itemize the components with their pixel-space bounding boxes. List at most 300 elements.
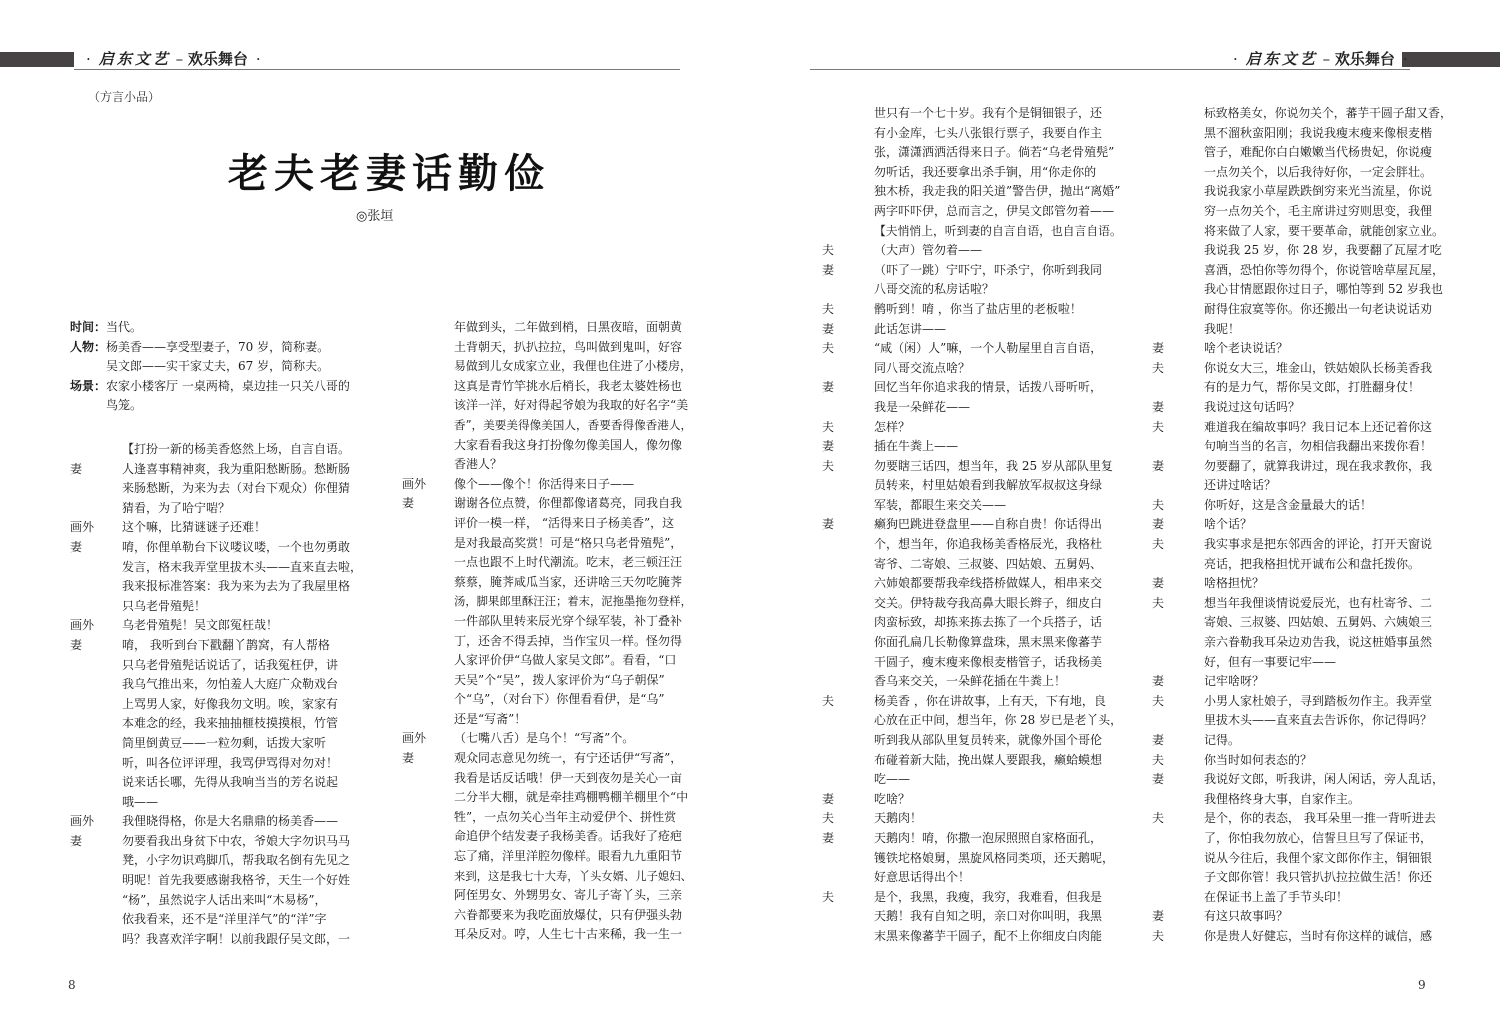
- speaker-label: 妻: [1152, 909, 1165, 924]
- speaker-label: [822, 770, 874, 790]
- dialogue-text: 啥个老诀说话？: [1204, 341, 1289, 356]
- dialogue-line: [1152, 731, 1452, 751]
- dialogue-text: 牲”，一点勿关心当年主动爱伊个、拼性赏: [454, 809, 677, 824]
- dialogue-text: 天吴”个“吴”，拨人家评价为“乌子朝保”: [454, 672, 665, 687]
- dialogue-text: 六眷都要来为我吃面放爆仗，只有伊强头勃: [454, 907, 683, 922]
- dialogue-text: 我乌气推出来，勿怕羞人大庭广众勒戏台: [122, 677, 339, 692]
- dialogue-line: [822, 418, 1122, 438]
- speaker-label: 妻: [822, 321, 835, 336]
- speaker-label: [70, 675, 122, 695]
- speaker-label: [822, 574, 874, 594]
- dialogue-line: [402, 808, 692, 828]
- dialogue-text: 肉蛮标致，却拣来拣去拣了一个兵搭子，话: [874, 615, 1103, 630]
- dialogue-text: 观众同志意见勿统一，有宁还话伊“写斋”，: [454, 751, 683, 766]
- dialogue-text: 镬铁坨格娘舅，黑旋风格同类项，还天鹅呢，: [874, 850, 1115, 865]
- speaker-label: 妻: [1152, 772, 1165, 787]
- dialogue-text: 人逢喜事精神爽，我为重阳愁断肠。愁断肠: [122, 461, 351, 476]
- dialogue-text: 土背朝天，扒扒拉拉，鸟叫做到鬼叫，好容: [454, 339, 683, 354]
- dialogue-line: [402, 690, 692, 710]
- dialogue-text: 勿要翻了，就算我讲过，现在我求教你，我: [1204, 458, 1433, 473]
- dialogue-line: [822, 927, 1122, 947]
- dialogue-text: 穷一点勿关个，毛主席讲过穷则思变，我俚: [1204, 203, 1433, 218]
- dialogue-line: [1152, 555, 1452, 575]
- dialogue-line: [1152, 711, 1452, 731]
- dialogue-line: [402, 847, 692, 867]
- dialogue-column-4: [1152, 104, 1452, 947]
- dialogue-text: 汤，脚果郎里酥汪汪；着末，泥拖墨拖勿登样，: [454, 594, 692, 609]
- dialogue-line: [822, 339, 1122, 359]
- header-brand-huanle: 欢乐舞台: [187, 50, 248, 68]
- dialogue-line: [822, 222, 1122, 242]
- dialogue-line: [1152, 653, 1452, 673]
- running-header-right: [1225, 50, 1416, 68]
- dialogue-text: 一件部队里转来辰光穿个绿军装，补丁叠补: [454, 613, 683, 628]
- dialogue-line: [1152, 300, 1452, 320]
- dialogue-line: [822, 398, 1122, 418]
- dialogue-line: [70, 930, 370, 950]
- dialogue-line: [1152, 104, 1452, 124]
- speaker-label: 妻: [822, 791, 835, 806]
- dialogue-text: 还讲过啥话？: [1204, 478, 1277, 493]
- dialogue-line: [822, 457, 1122, 477]
- dialogue-text: 我是一朵鲜花——: [874, 399, 971, 414]
- dialogue-line: [402, 592, 692, 612]
- dialogue-line: [822, 613, 1122, 633]
- dialogue-text: 耐得住寂寞等你。你还搬出一句老诀说话劝: [1204, 301, 1433, 316]
- dialogue-line: [1152, 182, 1452, 202]
- speaker-label: [70, 558, 122, 578]
- dialogue-line: [70, 636, 370, 656]
- speaker-label: [1152, 378, 1204, 398]
- speaker-label: [402, 671, 454, 691]
- dialogue-line: [1152, 515, 1452, 535]
- speaker-label: [1152, 222, 1204, 242]
- dialogue-text: 说从今往后，我俚个家文郎你作主，铜钿银: [1204, 850, 1433, 865]
- dialogue-text: 怎样？: [874, 419, 911, 434]
- dialogue-text: 插在牛粪上——: [874, 439, 959, 454]
- speaker-label: 妻: [1152, 517, 1165, 532]
- dialogue-line: [402, 906, 692, 926]
- dialogue-text: 我俚晓得格，你是大名鼎鼎的杨美香——: [122, 814, 339, 829]
- speaker-label: [70, 577, 122, 597]
- dialogue-text: 天鹅肉！: [874, 811, 923, 826]
- speaker-label: [822, 104, 874, 124]
- dialogue-text: 干圆子，瘦末瘦来像根麦楷管子，话我杨美: [874, 654, 1103, 669]
- dialogue-text: 我来报标准答案：我为来为去为了我屋里格: [122, 579, 351, 594]
- speaker-label: [402, 534, 454, 554]
- dialogue-line: [1152, 888, 1452, 908]
- dialogue-text: 好，但有一事要记牢——: [1204, 654, 1337, 669]
- dialogue-line: [822, 359, 1122, 379]
- dialogue-text: 我实事求是把东邻西舍的评论，打开天窗说: [1204, 537, 1433, 552]
- dialogue-text: 啥格担忧？: [1204, 576, 1265, 591]
- intro-row: [70, 377, 370, 397]
- dialogue-line: [402, 651, 692, 671]
- speaker-label: [402, 573, 454, 593]
- dialogue-text: 句响当当的名言，勿相信我翻出来拨你看！: [1204, 439, 1433, 454]
- dialogue-line: [1152, 222, 1452, 242]
- dialogue-line: [1152, 143, 1452, 163]
- dialogue-line: [822, 849, 1122, 869]
- dialogue-line: [1152, 809, 1452, 829]
- dialogue-line: [70, 656, 370, 676]
- dialogue-line: [1152, 202, 1452, 222]
- dialogue-line: [1152, 829, 1452, 849]
- dialogue-text: 只乌老骨殖髡话说话了，话我冤枉伊，讲: [122, 657, 339, 672]
- intro-row: [70, 396, 370, 416]
- dialogue-text: 我心甘情愿跟你过日子，哪怕等到 52 岁我也: [1204, 282, 1443, 297]
- dialogue-text: 吃啥？: [874, 791, 911, 806]
- dialogue-text: 耳朵反对。哼，人生七十古来稀，我一生一: [454, 927, 683, 942]
- speaker-label: [822, 124, 874, 144]
- dialogue-text: 来到，这是我七十大寿，丫头女婿、儿子媳妇、: [454, 868, 692, 883]
- dialogue-text: 说来话长哪，先得从我响当当的芳名说起: [122, 775, 339, 790]
- speaker-label: [822, 359, 874, 379]
- dialogue-text: 是对我最高奖赏！可是“格只乌老骨殖髡”，: [454, 535, 683, 550]
- dialogue-line: [822, 202, 1122, 222]
- dialogue-text: 二分半大棚，就是牵挂鸡棚鸭棚羊棚里个“中: [454, 790, 689, 805]
- dialogue-line: [70, 479, 370, 499]
- dialogue-line: [70, 558, 370, 578]
- dialogue-line: [822, 868, 1122, 888]
- speaker-label: [70, 695, 122, 715]
- dialogue-text: 黑不溜秋蛮阳刚；我说我瘦末瘦来像根麦楷: [1204, 125, 1433, 140]
- dialogue-text: 癞狗巴跳进登盘里——自称自贵！你话得出: [874, 517, 1103, 532]
- speaker-label: [1152, 320, 1204, 340]
- speaker-label: 妻: [1152, 733, 1165, 747]
- speaker-label: [70, 597, 122, 617]
- dialogue-text: 一点勿关个，以后我待好你，一定会胖壮。: [1204, 164, 1433, 179]
- dialogue-text: 凳，小字勿识鸡脚爪，帮我取名倒有先见之: [122, 853, 351, 868]
- dialogue-text: 个“乌”，（对台下）你俚看看伊，是“乌”: [454, 692, 665, 707]
- dialogue-line: [1152, 378, 1452, 398]
- dialogue-line: [402, 377, 692, 397]
- speaker-label: 妻: [1152, 458, 1165, 473]
- speaker-label: [402, 867, 454, 887]
- dialogue-text: 阿侄男女、外甥男女、寄儿子寄丫头，三亲: [454, 888, 683, 903]
- dialogue-line: [822, 163, 1122, 183]
- speaker-label: 夫: [1152, 419, 1165, 434]
- speaker-label: 妻: [1152, 341, 1165, 356]
- speaker-label: [822, 222, 874, 242]
- dialogue-text: 一点也跟不上时代潮流。吃末，老三顿汪汪: [454, 555, 683, 570]
- speaker-label: [402, 338, 454, 358]
- dialogue-text: 是个，你的表态， 我耳朵里一推一背听进去: [1204, 811, 1436, 826]
- dialogue-text: 世只有一个七十岁。我有个是铜钿银子，还: [874, 106, 1103, 120]
- speaker-label: 妻: [1152, 576, 1165, 591]
- dialogue-line: [70, 616, 370, 636]
- header-brand-qidong: 启东文艺: [98, 50, 171, 68]
- dialogue-text: 了，你怕我勿放心，信誓旦旦写了保证书，: [1204, 830, 1433, 845]
- dialogue-text: 有这只故事吗？: [1204, 909, 1289, 924]
- speaker-label: 夫: [1152, 497, 1165, 512]
- intro-block: [70, 318, 370, 416]
- dialogue-text: 你说女大三，堆金山，铁姑娘队长杨美香我: [1204, 360, 1433, 375]
- dialogue-line: [1152, 418, 1452, 438]
- dialogue-line: [1152, 594, 1452, 614]
- speaker-label: [70, 871, 122, 891]
- dialogue-line: [1152, 437, 1452, 457]
- dialogue-text: 猜看，为了哈宁啱？: [122, 500, 231, 515]
- dialogue-text: 命追伊个结发妻子我杨美香。话我好了疮疤: [454, 829, 683, 844]
- dialogue-text: 唷， 我听到台下戳翻丫鹊窝，有人帮格: [122, 637, 330, 652]
- dialogue-line: [822, 555, 1122, 575]
- dialogue-text: 听到我从部队里复员转来，就像外国个哥伦: [874, 733, 1103, 747]
- speaker-label: 妻: [822, 439, 835, 454]
- dialogue-text: 天鹅肉！唷，你撒一泡尿照照自家格面孔，: [874, 830, 1103, 845]
- dialogue-line: [822, 790, 1122, 810]
- dialogue-line: [402, 729, 692, 749]
- speaker-label: 夫: [822, 693, 835, 708]
- speaker-label: [1152, 476, 1204, 496]
- dialogue-line: [822, 378, 1122, 398]
- dialogue-text: 好意思话得出个！: [874, 870, 971, 885]
- speaker-label: [70, 499, 122, 519]
- speaker-label: [1152, 868, 1204, 888]
- dialogue-line: [822, 692, 1122, 712]
- speaker-label: [70, 714, 122, 734]
- speaker-label: 夫: [1152, 693, 1165, 708]
- speaker-label: 夫: [822, 419, 835, 434]
- speaker-label: 妻: [70, 539, 83, 554]
- dialogue-text: 易做到儿女成家立业，我俚也住进了小楼房，: [454, 359, 692, 374]
- dialogue-text: 管子，难配你白白嫩嫩当代杨贵妃，你说瘦: [1204, 145, 1433, 160]
- dialogue-text: 啥个话？: [1204, 517, 1253, 532]
- dialogue-text: 你听好，这是含金量最大的话！: [1204, 497, 1373, 512]
- dialogue-text: 里拔木头——直来直去告诉你，你记得吗？: [1204, 713, 1433, 728]
- dialogue-line: [1152, 770, 1452, 790]
- speaker-label: [1152, 555, 1204, 575]
- dialogue-text: 还是“写斋”！: [454, 711, 527, 726]
- dialogue-line: [70, 695, 370, 715]
- dialogue-column-2: [402, 318, 692, 945]
- dialogue-line: [402, 827, 692, 847]
- dialogue-text: 依我看来，还不是“洋里洋气”的“洋”字: [122, 912, 327, 927]
- dialogue-text: 此话怎讲——: [874, 321, 947, 336]
- dialogue-text: 人家评价伊“乌做人家吴文郎”。看看，“口: [454, 653, 677, 668]
- dialogue-text: 勿要瞎三话四，想当年，我 25 岁从部队里复: [874, 458, 1113, 473]
- speaker-label: [402, 925, 454, 945]
- speaker-label: [70, 793, 122, 813]
- dialogue-line: [70, 714, 370, 734]
- dialogue-text: 八哥交流的私房话啦？: [874, 282, 995, 297]
- dialogue-text: 我呢！: [1204, 321, 1241, 336]
- page-number-right: 9: [1418, 978, 1426, 992]
- dialogue-text: 两字吓吓伊，总而言之，伊吴文郎管勿着——: [874, 203, 1115, 218]
- dialogue-line: [822, 496, 1122, 516]
- dialogue-line: [402, 710, 692, 730]
- dialogue-line: [822, 770, 1122, 790]
- dialogue-text: 是个，我黑，我瘦，我穷，我难看，但我是: [874, 889, 1103, 904]
- dialogue-line: [822, 476, 1122, 496]
- speaker-label: 妻: [822, 517, 835, 532]
- speaker-label: 夫: [1152, 928, 1165, 943]
- dialogue-text: 记得。: [1204, 733, 1241, 747]
- speaker-label: [402, 651, 454, 671]
- dialogue-line: [822, 124, 1122, 144]
- dialogue-line: [822, 143, 1122, 163]
- speaker-label: [1152, 613, 1204, 633]
- dialogue-line: [1152, 398, 1452, 418]
- dialogue-text: 寄爷、二寄娘、三叔婆、四姑娘、五舅妈、: [874, 556, 1103, 571]
- dialogue-text: 香港人？: [454, 457, 503, 472]
- dialogue-line: [822, 261, 1122, 281]
- dialogue-line: [1152, 124, 1452, 144]
- header-dot: ·: [1402, 50, 1408, 68]
- dialogue-line: [70, 910, 370, 930]
- speaker-label: [822, 202, 874, 222]
- dialogue-line: [402, 338, 692, 358]
- dialogue-line: [1152, 476, 1452, 496]
- dialogue-line: [70, 793, 370, 813]
- dialogue-text: 香乌来交关，一朵鲜花插在牛粪上！: [874, 674, 1067, 689]
- dialogue-line: [1152, 457, 1452, 477]
- dialogue-text: 筒里倒黄豆——一粒勿剩，话拨大家听: [122, 735, 327, 750]
- dialogue-line: [1152, 927, 1452, 947]
- speaker-label: [402, 396, 454, 416]
- dialogue-line: [822, 182, 1122, 202]
- dialogue-text: 本难念的经，我来抽抽榧枝摸摸根，竹管: [122, 716, 339, 731]
- dialogue-line: [1152, 320, 1452, 340]
- intro-text: 吴文郎——实干家丈夫，67 岁，简称夫。: [106, 359, 330, 374]
- dialogue-line: [1152, 339, 1452, 359]
- header-bar-left: [0, 52, 74, 67]
- dialogue-text: 标致格美女，你说勿关个，蕃芋干圆子甜又香，: [1204, 106, 1452, 120]
- dialogue-line: [822, 633, 1122, 653]
- speaker-label: 夫: [822, 301, 835, 316]
- dialogue-line: [1152, 261, 1452, 281]
- speaker-label: [1152, 124, 1204, 144]
- dialogue-line: [1152, 672, 1452, 692]
- dialogue-text: 独木桥，我走我的阳关道”警告伊，抛出“离婚”: [874, 184, 1121, 199]
- dialogue-line: [822, 809, 1122, 829]
- dialogue-line: [1152, 613, 1452, 633]
- speaker-label: [822, 476, 874, 496]
- running-header-left: [78, 50, 269, 68]
- speaker-label: [822, 653, 874, 673]
- dialogue-line: [70, 460, 370, 480]
- dialogue-text: 我俚格终身大事，自家作主。: [1204, 791, 1361, 806]
- dialogue-text: 六姉娘都要帮我牵线搭桥做媒人，相串来交: [874, 576, 1103, 591]
- dialogue-text: 天鹅！我有自知之明，亲口对你叫明，我黑: [874, 909, 1103, 924]
- intro-row: [70, 318, 370, 338]
- dialogue-line: [822, 711, 1122, 731]
- article-author: ◎张垣: [356, 209, 394, 224]
- speaker-label: [1152, 300, 1204, 320]
- dialogue-text: 有的是力气，帮你吴文郎，打胜翻身仗！: [1204, 380, 1421, 395]
- dialogue-text: 只乌老骨殖髡！: [122, 598, 207, 613]
- dialogue-text: 喜酒，恐怕你等勿得个，你说管啥草屋瓦屋，: [1204, 262, 1445, 277]
- speaker-label: [402, 377, 454, 397]
- speaker-label: [70, 754, 122, 774]
- speaker-label: [1152, 790, 1204, 810]
- dialogue-line: [822, 300, 1122, 320]
- header-separator: –: [1322, 50, 1331, 68]
- speaker-label: [402, 455, 454, 475]
- speaker-label: [822, 927, 874, 947]
- dialogue-line: [1152, 751, 1452, 771]
- speaker-label: [70, 891, 122, 911]
- speaker-label: [402, 357, 454, 377]
- speaker-label: [1152, 849, 1204, 869]
- dialogue-text: （吓了一跳）宁吓宁，吓杀宁，你听到我同: [874, 262, 1103, 277]
- dialogue-text: 哦——: [122, 794, 159, 809]
- header-dot: ·: [86, 50, 91, 68]
- dialogue-text: 乌老骨殖髡！吴文郎冤枉哉！: [122, 618, 279, 633]
- dialogue-line: [402, 886, 692, 906]
- dialogue-line: [70, 518, 370, 538]
- speaker-label: [402, 769, 454, 789]
- speaker-label: [822, 143, 874, 163]
- speaker-label: [402, 318, 454, 338]
- speaker-label: [70, 734, 122, 754]
- intro-text: 农家小楼客厅 一桌两椅，桌边挂一只关八哥的: [106, 378, 350, 393]
- header-dot: ·: [255, 50, 261, 68]
- speaker-label: [1152, 888, 1204, 908]
- speaker-label: 妻: [70, 461, 83, 476]
- dialogue-line: [402, 769, 692, 789]
- speaker-label: [822, 907, 874, 927]
- dialogue-line: [822, 320, 1122, 340]
- speaker-label: [402, 827, 454, 847]
- dialogue-line: [822, 535, 1122, 555]
- dialogue-text: 我说好文郎，听我讲，闲人闲话，旁人乱话，: [1204, 772, 1445, 787]
- dialogue-text: 杨美香 ，你在讲故事，上有天，下有地，良: [874, 693, 1106, 708]
- dialogue-text: 勿要看我出身贫下中农，爷娘大字勿识马马: [122, 833, 351, 848]
- dialogue-text: 蔡蔡，腌荠咸瓜当家，还讲啥三天勿吃腌荠: [454, 574, 683, 589]
- dialogue-text: 寄娘、三叔婆、四姑娘、五舅妈、六姨娘三: [1204, 615, 1433, 630]
- dialogue-text: 谢谢各位点赞，你俚都像诸葛亮，同我自我: [454, 496, 683, 511]
- speaker-label: 夫: [1152, 811, 1165, 826]
- speaker-label: [402, 632, 454, 652]
- dialogue-line: [402, 318, 692, 338]
- speaker-label: [402, 886, 454, 906]
- speaker-label: [1152, 711, 1204, 731]
- speaker-label: 妻: [402, 496, 415, 511]
- dialogue-line: [70, 773, 370, 793]
- dialogue-line: [822, 574, 1122, 594]
- dialogue-text: 亲六眷勒我耳朵边劝告我，说这桩婚事虽然: [1204, 635, 1433, 650]
- speaker-label: [822, 613, 874, 633]
- speaker-label: [1152, 633, 1204, 653]
- dialogue-line: [70, 440, 370, 460]
- dialogue-text: 布碰着新大陆，挽出媒人要跟我，癞蛤蟆想: [874, 752, 1103, 767]
- speaker-label: 画外: [70, 618, 95, 633]
- speaker-label: [822, 711, 874, 731]
- article-title: 老夫老妻话勤俭: [228, 151, 550, 197]
- dialogue-line: [1152, 692, 1452, 712]
- dialogue-text: 吗？我喜欢洋字啊！以前我跟仔吴文郎，一: [122, 931, 351, 946]
- speaker-label: [822, 182, 874, 202]
- dialogue-line: [1152, 163, 1452, 183]
- speaker-label: 画外: [402, 731, 427, 746]
- dialogue-text: 香”，美要美得像美国人，香要香得像香港人，: [454, 417, 693, 432]
- dialogue-line: [402, 749, 692, 769]
- dialogue-line: [822, 594, 1122, 614]
- dialogue-text: 心放在正中间，想当年，你 28 岁已是老丫头，: [874, 713, 1122, 728]
- dialogue-line: [70, 597, 370, 617]
- dialogue-line: [822, 241, 1122, 261]
- dialogue-text: 想当年我俚谈情说爱辰光，也有杜寄爷、二: [1204, 595, 1433, 610]
- dialogue-line: [402, 925, 692, 945]
- speaker-label: [822, 163, 874, 183]
- speaker-label: [822, 633, 874, 653]
- dialogue-line: [822, 829, 1122, 849]
- dialogue-line: [822, 104, 1122, 124]
- dialogue-text: 我说我 25 岁，你 28 岁，我要翻了瓦屋才吃: [1204, 243, 1442, 258]
- dialogue-text: 来肠愁断，为来为去（对台下观众）你俚猜: [122, 481, 351, 496]
- dialogue-line: [70, 891, 370, 911]
